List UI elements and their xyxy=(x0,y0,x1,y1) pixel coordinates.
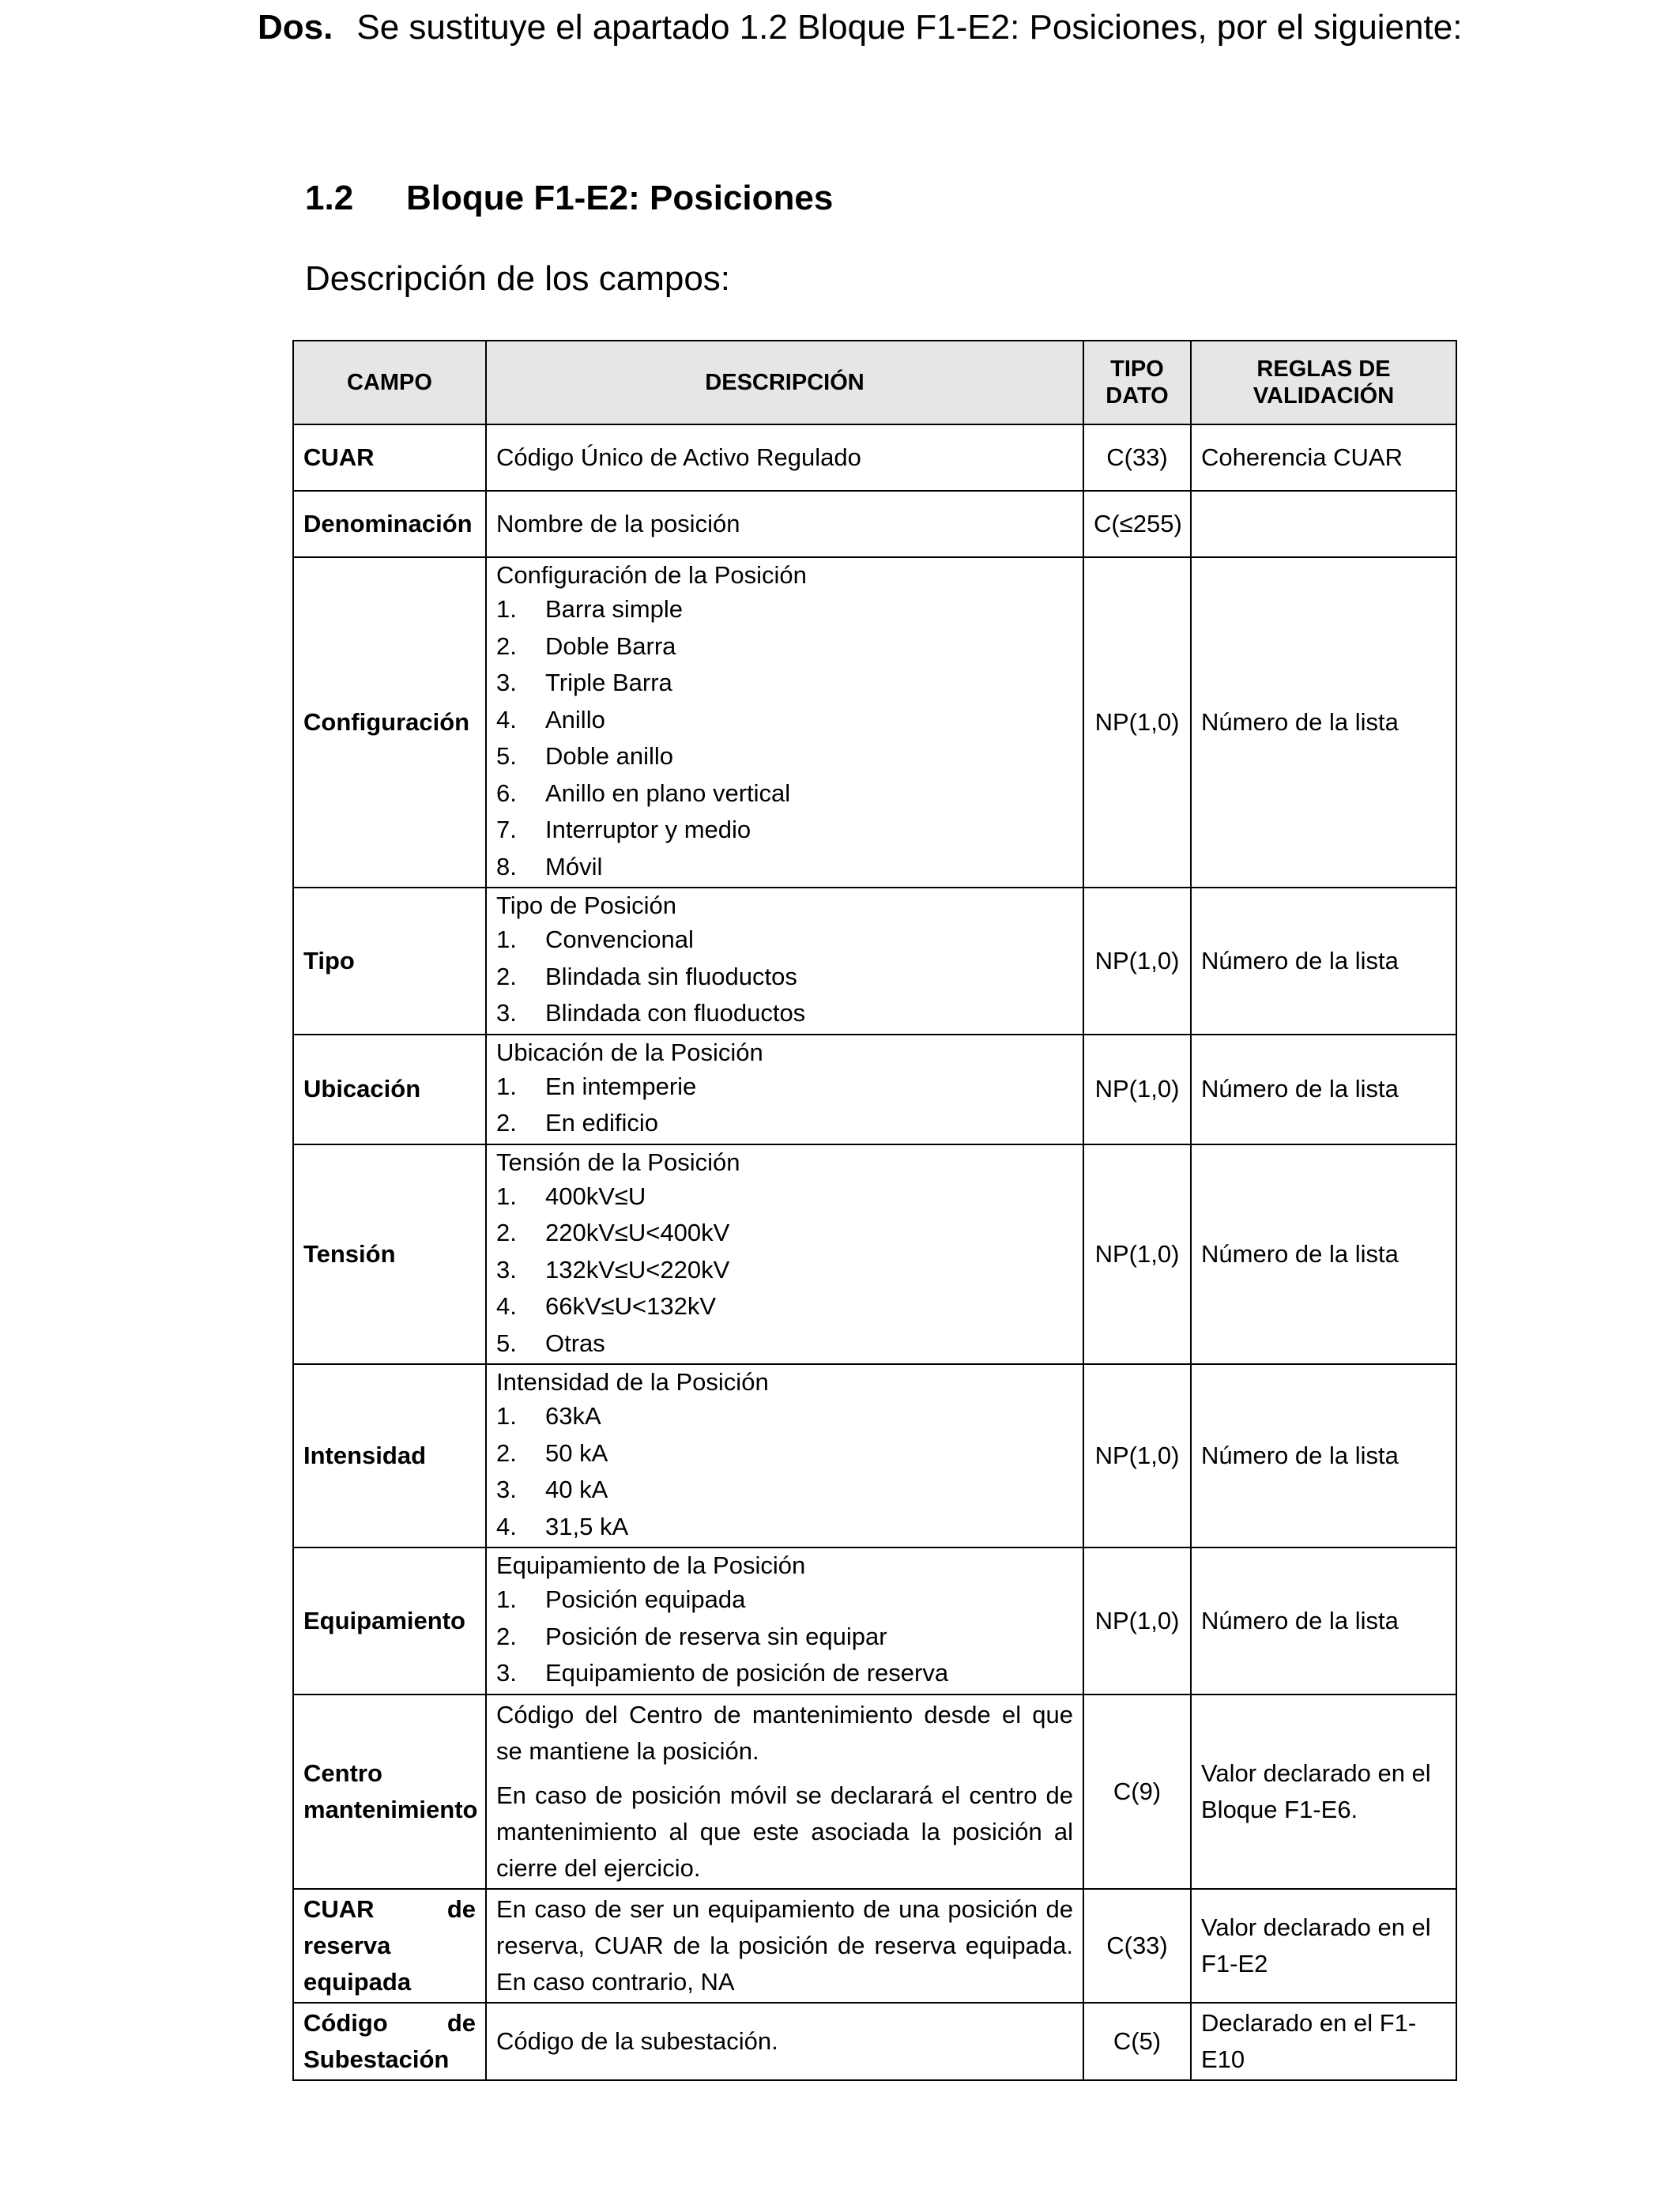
table-row xyxy=(293,491,1456,557)
field-name: Tensión xyxy=(293,1144,486,1365)
field-type: C(33) xyxy=(1083,424,1191,491)
list-item: 3. Equipamiento de posición de reserva xyxy=(496,1659,949,1687)
list-item: 5. Doble anillo xyxy=(496,742,673,770)
table-row xyxy=(293,1695,1456,1889)
list-item: 4. 31,5 kA xyxy=(496,1512,629,1540)
field-description xyxy=(486,888,1083,1035)
list-item: 2. Posición de reserva sin equipar xyxy=(496,1622,887,1650)
field-name: Tipo xyxy=(293,888,486,1035)
section-heading xyxy=(305,179,833,218)
field-description xyxy=(486,1035,1083,1144)
field-rule: Valor declarado en el Bloque F1-E6. xyxy=(1191,1695,1456,1889)
field-name: Código de Subestación xyxy=(293,2003,486,2080)
field-name: Denominación xyxy=(293,491,486,557)
table-row xyxy=(293,557,1456,888)
header-descripcion: DESCRIPCIÓN xyxy=(486,341,1083,424)
field-name: Centro mantenimiento xyxy=(293,1695,486,1889)
header-reglas: REGLAS DE VALIDACIÓN xyxy=(1191,341,1456,424)
list-item: 3. 132kV≤U<220kV xyxy=(496,1255,730,1284)
field-description xyxy=(486,1144,1083,1365)
list-item: 2. 220kV≤U<400kV xyxy=(496,1219,730,1246)
description-paragraph: En caso de ser un equipamiento de una posición de reserva, CUAR de la posición de reserva equipada. En caso contrario, NA xyxy=(496,1894,1073,1996)
field-name: Ubicación xyxy=(293,1035,486,1144)
description-intro: Equipamiento de la Posición xyxy=(496,1551,806,1579)
field-rule: Número de la lista xyxy=(1191,557,1456,888)
description-paragraph: En caso de posición móvil se declarará el centro de mantenimiento al que este asociada la posición al cierre del ejercicio. xyxy=(496,1781,1073,1882)
field-rule: Número de la lista xyxy=(1191,1144,1456,1365)
field-type: NP(1,0) xyxy=(1083,1035,1191,1144)
field-description xyxy=(486,557,1083,888)
list-item: 1. Convencional xyxy=(496,925,694,953)
fields-caption: Descripción de los campos: xyxy=(305,259,731,298)
field-rule: Número de la lista xyxy=(1191,888,1456,1035)
list-item: 7. Interruptor y medio xyxy=(496,816,751,843)
field-type: NP(1,0) xyxy=(1083,557,1191,888)
section-title: Bloque F1-E2: Posiciones xyxy=(406,179,834,217)
table-row xyxy=(293,1144,1456,1365)
description-intro: Tensión de la Posición xyxy=(496,1148,740,1176)
field-type: C(33) xyxy=(1083,1889,1191,2003)
table-row xyxy=(293,888,1456,1035)
intro-paragraph xyxy=(258,8,1462,47)
list-item: 2. 50 kA xyxy=(496,1438,608,1467)
field-description xyxy=(486,1889,1083,2003)
list-item: 2. En edificio xyxy=(496,1109,659,1137)
field-rule xyxy=(1191,491,1456,557)
list-item: 1. Barra simple xyxy=(496,595,683,623)
field-type: C(5) xyxy=(1083,2003,1191,2080)
table-row xyxy=(293,1889,1456,2003)
list-item: 3. Blindada con fluoductos xyxy=(496,999,806,1027)
field-name: Intensidad xyxy=(293,1364,486,1547)
field-rule: Número de la lista xyxy=(1191,1364,1456,1547)
field-description: Nombre de la posición xyxy=(486,491,1083,557)
table-row xyxy=(293,1364,1456,1547)
header-tipo-dato: TIPO DATO xyxy=(1083,341,1191,424)
table-row xyxy=(293,1547,1456,1695)
list-item: 1. En intemperie xyxy=(496,1072,697,1100)
header-campo: CAMPO xyxy=(293,341,486,424)
intro-text: Se sustituye el apartado 1.2 Bloque F1-E2: Posiciones, por el siguiente: xyxy=(356,8,1463,47)
description-intro: Ubicación de la Posición xyxy=(496,1038,763,1066)
field-type: NP(1,0) xyxy=(1083,888,1191,1035)
list-item: 8. Móvil xyxy=(496,852,603,880)
list-item: 1. Posición equipada xyxy=(496,1585,746,1613)
description-intro: Intensidad de la Posición xyxy=(496,1368,769,1396)
intro-lead: Dos. xyxy=(258,8,333,47)
list-item: 3. Triple Barra xyxy=(496,669,672,696)
field-rule: Coherencia CUAR xyxy=(1191,424,1456,491)
field-rule: Valor declarado en el F1-E2 xyxy=(1191,1889,1456,2003)
field-type: NP(1,0) xyxy=(1083,1144,1191,1365)
description-intro: Tipo de Posición xyxy=(496,892,677,919)
list-item: 5. Otras xyxy=(496,1329,605,1357)
list-item: 3. 40 kA xyxy=(496,1476,608,1503)
description-intro: Configuración de la Posición xyxy=(496,561,807,589)
table-row xyxy=(293,1035,1456,1144)
list-item: 6. Anillo en plano vertical xyxy=(496,778,791,807)
field-name: CUAR de reserva equipada xyxy=(293,1889,486,2003)
list-item: 1. 400kV≤U xyxy=(496,1182,646,1210)
field-description xyxy=(486,1547,1083,1695)
list-item: 4. Anillo xyxy=(496,705,605,733)
field-name: CUAR xyxy=(293,424,486,491)
field-rule: Número de la lista xyxy=(1191,1547,1456,1695)
table-header-row xyxy=(293,341,1456,424)
table-row xyxy=(293,2003,1456,2080)
field-type: C(9) xyxy=(1083,1695,1191,1889)
table-row xyxy=(293,424,1456,491)
field-type: C(≤255) xyxy=(1083,491,1191,557)
list-item: 4. 66kV≤U<132kV xyxy=(496,1292,717,1320)
field-description: Código Único de Activo Regulado xyxy=(486,424,1083,491)
field-description xyxy=(486,1695,1083,1889)
field-description: Código de la subestación. xyxy=(486,2003,1083,2080)
section-number: 1.2 xyxy=(305,179,354,217)
field-type: NP(1,0) xyxy=(1083,1364,1191,1547)
field-rule: Número de la lista xyxy=(1191,1035,1456,1144)
list-item: 1. 63kA xyxy=(496,1402,601,1430)
field-name: Configuración xyxy=(293,557,486,888)
field-description xyxy=(486,1364,1083,1547)
fields-table xyxy=(292,340,1457,2081)
list-item: 2. Doble Barra xyxy=(496,631,676,660)
field-rule: Declarado en el F1-E10 xyxy=(1191,2003,1456,2080)
field-name: Equipamiento xyxy=(293,1547,486,1695)
description-paragraph: Código del Centro de mantenimiento desde el que se mantiene la posición. xyxy=(496,1700,1073,1765)
field-type: NP(1,0) xyxy=(1083,1547,1191,1695)
list-item: 2. Blindada sin fluoductos xyxy=(496,962,797,990)
